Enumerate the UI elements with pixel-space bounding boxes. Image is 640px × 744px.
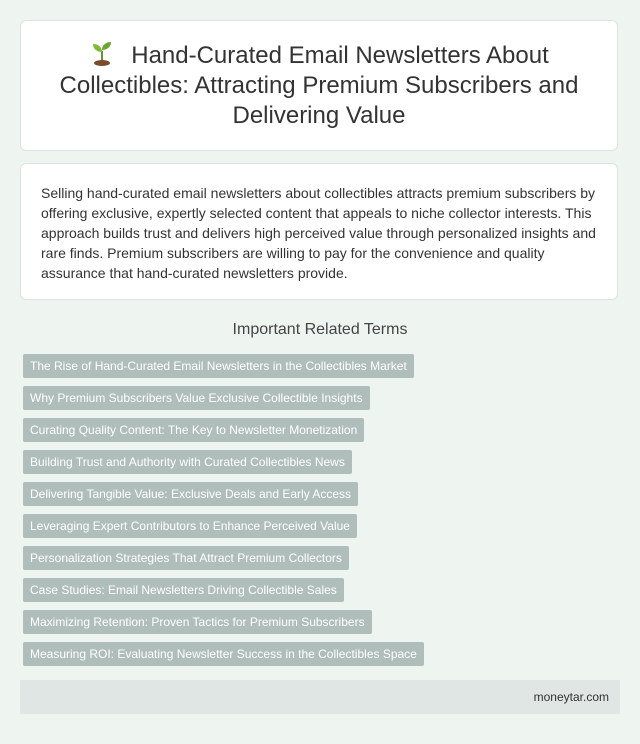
title-card [20,20,618,151]
related-term-tag[interactable]: Personalization Strategies That Attract Premium Collectors [23,546,349,570]
related-term-tag[interactable]: Why Premium Subscribers Value Exclusive Collectible Insights [23,386,370,410]
related-term-tag[interactable]: Maximizing Retention: Proven Tactics for Premium Subscribers [23,610,372,634]
related-term-tag[interactable]: Leveraging Expert Contributors to Enhance Perceived Value [23,514,357,538]
related-term-tag[interactable]: Building Trust and Authority with Curated Collectibles News [23,450,352,474]
related-term-tag[interactable]: Delivering Tangible Value: Exclusive Deals and Early Access [23,482,358,506]
footer-site-link[interactable]: moneytar.com [533,690,609,704]
related-term-tag[interactable]: Measuring ROI: Evaluating Newsletter Success in the Collectibles Space [23,642,424,666]
related-terms-list [23,354,617,674]
related-term-tag[interactable]: Case Studies: Email Newsletters Driving Collectible Sales [23,578,344,602]
sprout-icon [89,40,115,66]
related-terms-heading: Important Related Terms [232,321,408,338]
summary-text: Selling hand-curated email newsletters about collectibles attracts premium subscribers by offering exclusive, expertly selected content that appeals to niche collector interests. This approach builds trust and delivers high perceived value through personalized insights and rare finds. Premium subscribers are willing to pay for the convenience and quality assurance that hand-curated newsletters provide. [41,185,596,281]
page-title [51,40,587,131]
footer-bar [20,680,620,714]
related-term-tag[interactable]: The Rise of Hand-Curated Email Newsletters in the Collectibles Market [23,354,414,378]
page-title-text: Hand-Curated Email Newsletters About Collectibles: Attracting Premium Subscribers and Delivering Value [59,42,579,129]
related-term-tag[interactable]: Curating Quality Content: The Key to Newsletter Monetization [23,418,364,442]
summary-card [20,163,618,300]
